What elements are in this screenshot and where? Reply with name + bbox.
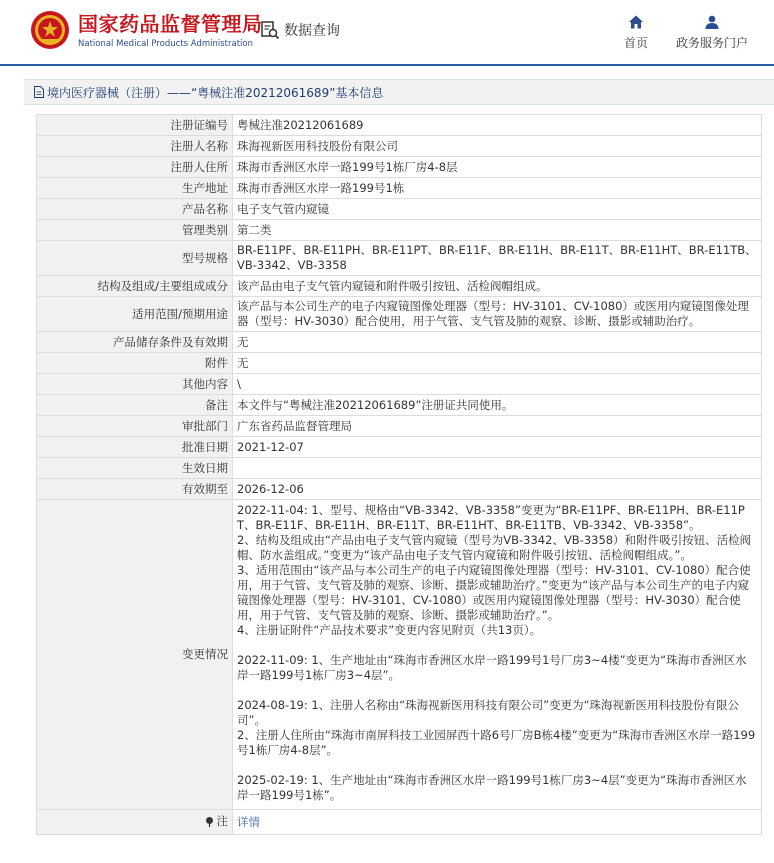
change-line: 2、注册人住所由“珠海市南屏科技工业园屏西十路6号厂房B栋4楼”变更为“珠海市香洲区水岸一路199号1栋厂房4-8层”。 bbox=[237, 728, 756, 757]
field-label: 其他内容 bbox=[37, 374, 233, 395]
table-row bbox=[37, 458, 762, 479]
changes-label: 变更情况 bbox=[37, 500, 233, 810]
note-label-cell bbox=[37, 810, 233, 835]
pin-icon bbox=[204, 816, 215, 827]
change-line: 2、结构及组成由“产品由电子支气管内窥镜（型号为VB-3342、VB-3358）和附件吸引按钮、活检阀帽、防水盖组成。”变更为“该产品由电子支气管内窥镜和附件吸引按钮、活检阀帽组成。”。 bbox=[237, 533, 752, 562]
field-value: 电子支气管内窥镜 bbox=[233, 199, 762, 220]
field-label: 有效期至 bbox=[37, 479, 233, 500]
site-header bbox=[0, 0, 774, 66]
field-value: BR-E11PF、BR-E11PH、BR-E11PT、BR-E11F、BR-E11H、BR-E11T、BR-E11HT、BR-E11TB、VB-3342、VB-3358 bbox=[233, 241, 762, 276]
field-label: 附件 bbox=[37, 353, 233, 374]
table-row bbox=[37, 395, 762, 416]
table-row bbox=[37, 374, 762, 395]
brand-name-en: National Medical Products Administration bbox=[78, 39, 253, 49]
table-row bbox=[37, 479, 762, 500]
registration-info-table bbox=[36, 114, 762, 835]
field-value: \ bbox=[233, 374, 762, 395]
field-value: 该产品与本公司生产的电子内窥镜图像处理器（型号：HV-3101、CV-1080）或医用内窥镜图像处理器（型号：HV-3030）配合使用，用于气管、支气管及肺的观察、诊断、摄影或辅助治疗。 bbox=[233, 297, 762, 332]
table-row bbox=[37, 332, 762, 353]
data-query-label: 数据查询 bbox=[284, 23, 340, 39]
table-row bbox=[37, 136, 762, 157]
change-line: 2025-02-19: 1、生产地址由“珠海市香洲区水岸一路199号1栋厂房3~4层”变更为“珠海市香洲区水岸一路199号1栋”。 bbox=[237, 773, 747, 802]
field-label: 批准日期 bbox=[37, 437, 233, 458]
record-title: 境内医疗器械（注册）——“粤械注准20212061689”基本信息 bbox=[47, 85, 384, 100]
field-value: 无 bbox=[233, 332, 762, 353]
field-value: 粤械注准20212061689 bbox=[233, 115, 762, 136]
data-query-link[interactable] bbox=[260, 20, 340, 40]
note-value bbox=[233, 810, 762, 835]
changes-value bbox=[233, 500, 762, 810]
table-row bbox=[37, 437, 762, 458]
change-line: 2022-11-04: 1、型号、规格由“VB-3342、VB-3358”变更为“BR-E11PF、BR-E11PH、BR-E11PT、BR-E11F、BR-E11H、BR-E11T、BR-E11HT、BR-E11TB、VB-3342、VB-3358”。 bbox=[237, 503, 745, 532]
brand-name-cn: 国家药品监督管理局 bbox=[78, 12, 263, 36]
change-line: 4、注册证附件“产品技术要求”变更内容见附页（共13页）。 bbox=[237, 623, 542, 637]
field-label: 型号规格 bbox=[37, 241, 233, 276]
table-row bbox=[37, 157, 762, 178]
nav-home[interactable] bbox=[624, 14, 648, 51]
change-line: 3、适用范围由“该产品与本公司生产的电子内窥镜图像处理器（型号：HV-3101、CV-1080）配合使用，用于气管、支气管及肺的观察、诊断、摄影或辅助治疗。”变更为“该产品与本公司生产的电子内窥镜图像处理器（型号：HV-3101、CV-1080）或医用内窥镜图像处理器（型号：HV-3030）配合使用，用于气管、支气管及肺的观察、诊断、摄影或辅助治疗。”。 bbox=[237, 563, 751, 622]
field-label: 备注 bbox=[37, 395, 233, 416]
brand[interactable] bbox=[78, 12, 263, 50]
field-label: 结构及组成/主要组成成分 bbox=[37, 276, 233, 297]
field-label: 管理类别 bbox=[37, 220, 233, 241]
field-label: 生效日期 bbox=[37, 458, 233, 479]
table-row bbox=[37, 416, 762, 437]
field-label: 生产地址 bbox=[37, 178, 233, 199]
data-search-icon bbox=[260, 20, 280, 40]
field-label: 注册人住所 bbox=[37, 157, 233, 178]
change-entry bbox=[237, 653, 757, 683]
field-value: 该产品由电子支气管内窥镜和附件吸引按钮、活检阀帽组成。 bbox=[233, 276, 762, 297]
user-icon bbox=[704, 14, 720, 30]
table-row bbox=[37, 276, 762, 297]
table-row bbox=[37, 353, 762, 374]
record-title-bar bbox=[24, 79, 774, 105]
home-icon bbox=[628, 14, 644, 30]
field-value: 第二类 bbox=[233, 220, 762, 241]
document-icon bbox=[34, 86, 44, 98]
change-entry bbox=[237, 503, 757, 638]
nav-portal-label: 政务服务门户 bbox=[676, 36, 749, 50]
note-label-text: 注 bbox=[216, 813, 228, 828]
field-label: 注册证编号 bbox=[37, 115, 233, 136]
field-value: 2026-12-06 bbox=[233, 479, 762, 500]
field-value: 珠海市香洲区水岸一路199号1栋厂房4-8层 bbox=[233, 157, 762, 178]
field-value: 本文件与“粤械注准20212061689”注册证共同使用。 bbox=[233, 395, 762, 416]
change-entry bbox=[237, 698, 757, 758]
field-value: 珠海视新医用科技股份有限公司 bbox=[233, 136, 762, 157]
table-row-changes bbox=[37, 500, 762, 810]
table-row bbox=[37, 178, 762, 199]
field-label: 审批部门 bbox=[37, 416, 233, 437]
field-value: 无 bbox=[233, 353, 762, 374]
field-value: 珠海市香洲区水岸一路199号1栋 bbox=[233, 178, 762, 199]
table-row bbox=[37, 115, 762, 136]
nav-home-label: 首页 bbox=[624, 36, 649, 50]
field-label: 注册人名称 bbox=[37, 136, 233, 157]
field-value bbox=[233, 458, 762, 479]
change-line: 2024-08-19: 1、注册人名称由“珠海视新医用科技有限公司”变更为“珠海视新医用科技股份有限公司”。 bbox=[237, 698, 740, 727]
change-entry bbox=[237, 773, 757, 803]
field-value: 2021-12-07 bbox=[233, 437, 762, 458]
field-label: 产品名称 bbox=[37, 199, 233, 220]
details-link[interactable]: 详情 bbox=[237, 814, 260, 829]
table-row bbox=[37, 199, 762, 220]
national-emblem-icon[interactable] bbox=[30, 10, 70, 50]
field-value: 广东省药品监督管理局 bbox=[233, 416, 762, 437]
note-label bbox=[204, 814, 229, 829]
field-label: 产品储存条件及有效期 bbox=[37, 332, 233, 353]
table-row bbox=[37, 220, 762, 241]
table-row bbox=[37, 241, 762, 276]
table-row bbox=[37, 297, 762, 332]
table-row-note bbox=[37, 810, 762, 835]
nav-service-portal[interactable] bbox=[676, 14, 748, 51]
field-label: 适用范围/预期用途 bbox=[37, 297, 233, 332]
change-line: 2022-11-09: 1、生产地址由“珠海市香洲区水岸一路199号1号厂房3~4楼”变更为“珠海市香洲区水岸一路199号1栋厂房3~4层”。 bbox=[237, 653, 747, 682]
